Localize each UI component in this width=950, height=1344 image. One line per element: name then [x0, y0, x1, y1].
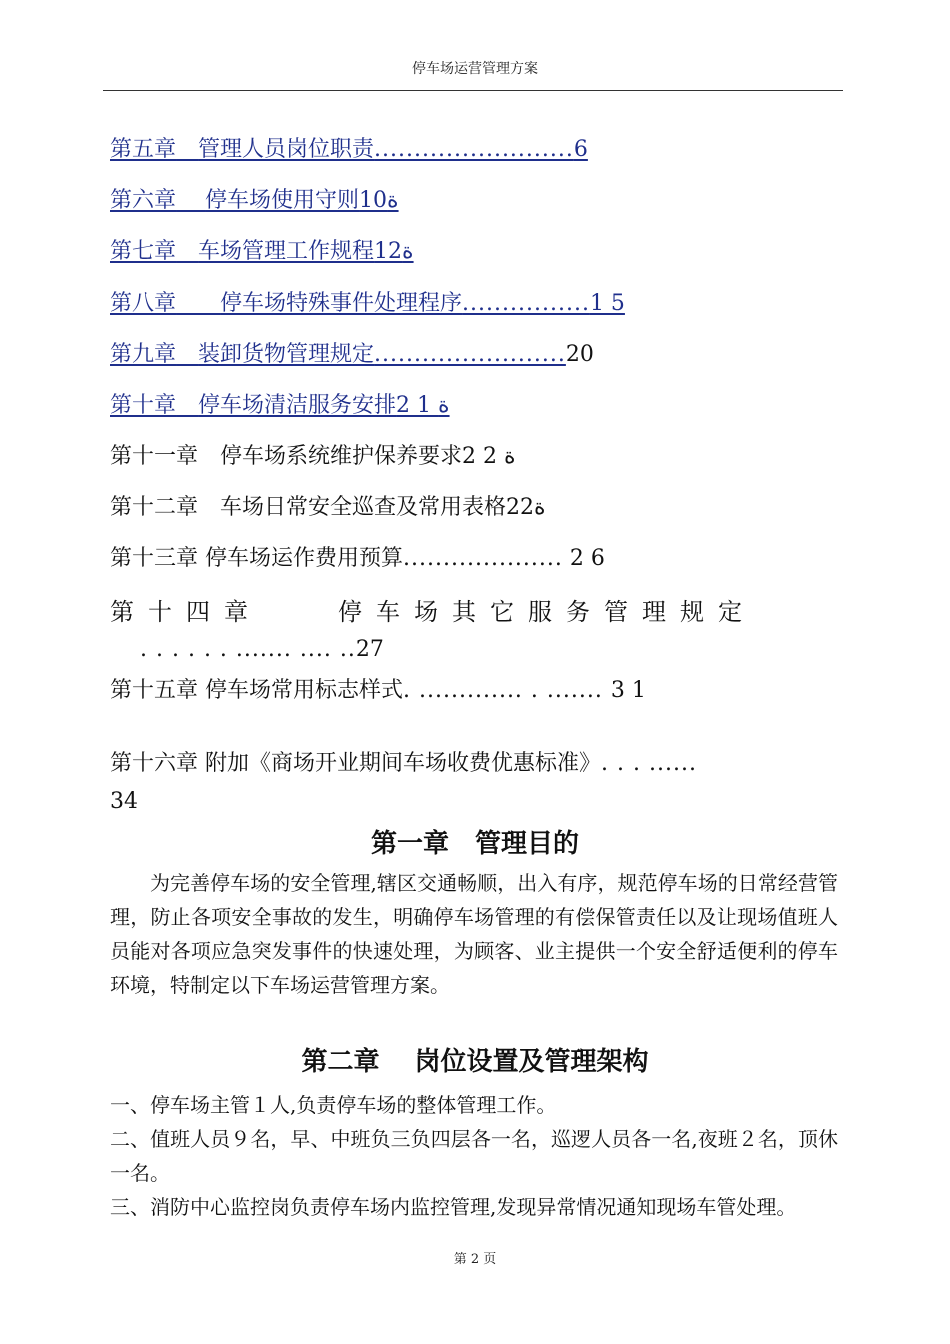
- toc-entry-ch16: 第十六章 附加《商场开业期间车场收费优惠标准》. . . ......: [110, 751, 697, 776]
- toc-entry-ch10[interactable]: [110, 392, 450, 420]
- toc-entry-ch14: 第十四章 停车场其它服务管理规定: [110, 598, 756, 626]
- toc-entry-ch8[interactable]: [110, 290, 625, 318]
- chapter2-item-1: 一、停车场主管１人,负责停车场的整体管理工作。: [110, 1093, 557, 1117]
- toc-link[interactable]: 第八章 停车场特殊事件处理程序................1 5: [110, 291, 625, 316]
- chapter1-heading: 第一章 管理目的: [370, 829, 579, 859]
- toc-link[interactable]: 第七章 车场管理工作规程12ﺓ: [110, 239, 414, 264]
- header-divider: [103, 90, 843, 91]
- chapter2-item-3: 三、消防中心监控岗负责停车场内监控管理,发现异常情况通知现场车管处理。: [110, 1195, 797, 1219]
- toc-entry-ch9[interactable]: 第九章 装卸货物管理规定........................20: [110, 342, 594, 367]
- toc-entry-ch14-cont: . . . . . . ....... .... ..27: [140, 637, 384, 662]
- page-header: 停车场运营管理方案: [412, 61, 538, 77]
- toc-entry-ch13: 第十三章 停车场运作费用预算.................... 2 6: [110, 546, 605, 571]
- toc-entry-ch7[interactable]: [110, 238, 414, 266]
- page-number: 第 2 页: [453, 1252, 497, 1267]
- toc-entry-ch16-cont: 34: [110, 789, 138, 814]
- toc-link[interactable]: 第九章 装卸货物管理规定........................: [110, 342, 566, 367]
- toc-entry-ch12: 第十二章 车场日常安全巡查及常用表格22ﺓ: [110, 495, 546, 520]
- toc-link[interactable]: 第十章 停车场清洁服务安排2 1 ﺓ: [110, 393, 450, 418]
- toc-link[interactable]: 第六章 停车场使用守则10ﺓ: [110, 188, 399, 213]
- toc-link[interactable]: 第五章 管理人员岗位职责.........................6: [110, 137, 588, 162]
- toc-entry-ch11: 第十一章 停车场系统维护保养要求2 2 ﺓ: [110, 444, 516, 469]
- toc-entry-ch15: 第十五章 停车场常用标志样式. ............. . ....... 3 1: [110, 678, 646, 703]
- toc-entry-ch6[interactable]: [110, 187, 399, 215]
- toc-entry-ch5[interactable]: [110, 136, 588, 164]
- chapter1-body: 为完善停车场的安全管理,辖区交通畅顺，出入有序，规范停车场的日常经营管理，防止各项安全事故的发生，明确停车场管理的有偿保管责任以及让现场值班人员能对各项应急突发事件的快速处理，为顾客、业主提供一个安全舒适便利的停车环境，特制定以下车场运营管理方案。: [110, 871, 838, 997]
- chapter2-item-2: 二、值班人员９名，早、中班负三负四层各一名，巡逻人员各一名,夜班２名，顶休一名。: [110, 1127, 838, 1185]
- chapter2-heading: 第二章 岗位设置及管理架构: [301, 1047, 649, 1077]
